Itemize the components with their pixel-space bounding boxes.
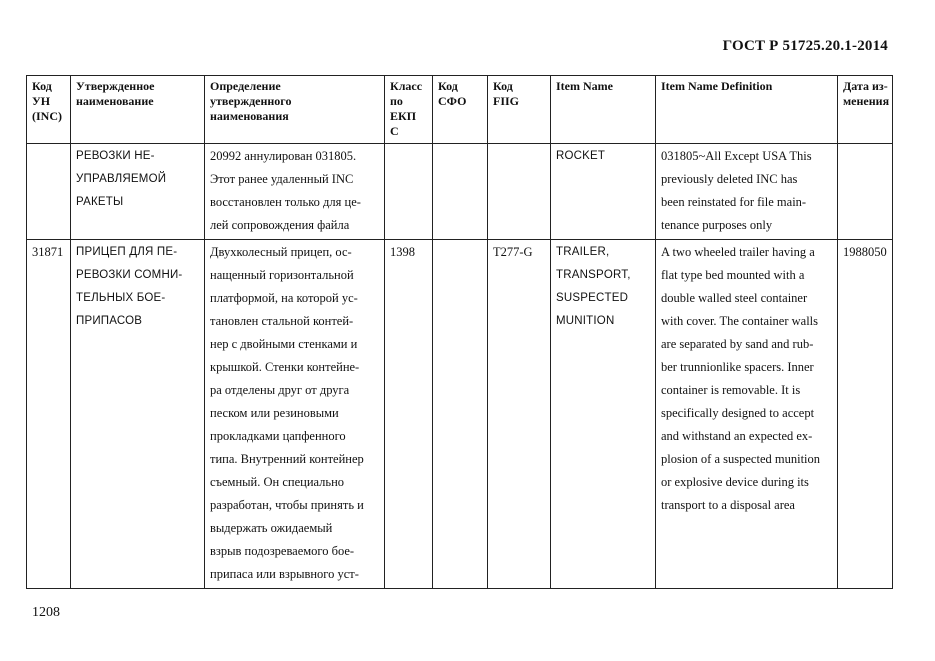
- text-line: ТЕЛЬНЫХ БОЕ-: [76, 292, 166, 304]
- text-line: tenance purposes only: [661, 218, 773, 232]
- text-line: TRANSPORT,: [556, 269, 631, 281]
- text-line: Двухколесный прицеп, ос-: [210, 245, 352, 259]
- cell-item-definition: [656, 144, 838, 240]
- text-line: лей сопровождения файла: [210, 218, 350, 232]
- text-line: are separated by sand and rub-: [661, 337, 814, 351]
- text-line: выдержать ожидаемый: [210, 521, 333, 535]
- text-line: FIIG: [493, 94, 520, 108]
- text-line: Дата из-: [843, 79, 888, 93]
- text-line: ПРИПАСОВ: [76, 315, 143, 327]
- text-line: взрыв подозреваемого бое-: [210, 544, 355, 558]
- cell-item-definition: [656, 240, 838, 589]
- text-line: РЕВОЗКИ СОМНИ-: [76, 269, 183, 281]
- text-line: нащенный горизонтальной: [210, 268, 354, 282]
- header-inc: [27, 76, 71, 144]
- cell-sfo: [433, 144, 488, 240]
- text-line: крышкой. Стенки контейне-: [210, 360, 360, 374]
- header-fiig: [488, 76, 551, 144]
- text-line: нер с двойными стенками и: [210, 337, 358, 351]
- text-line: прокладками цапфенного: [210, 429, 346, 443]
- header-approved-name: [71, 76, 205, 144]
- cell-class: 1398: [385, 240, 433, 589]
- text-line: платформой, на которой ус-: [210, 291, 358, 305]
- cell-item-name: [551, 240, 656, 589]
- header-definition: [205, 76, 385, 144]
- text-line: разработан, чтобы принять и: [210, 498, 364, 512]
- header-item-name: [551, 76, 656, 144]
- text-line: double walled steel container: [661, 291, 808, 305]
- text-line: A two wheeled trailer having a: [661, 245, 815, 259]
- text-line: specifically designed to accept: [661, 406, 815, 420]
- text-line: С: [390, 124, 399, 138]
- text-line: previously deleted INC has: [661, 172, 798, 186]
- table-header-row: [27, 76, 893, 144]
- text-line: ROCKET: [556, 150, 606, 162]
- text-line: Код: [32, 79, 52, 93]
- cell-fiig: [488, 144, 551, 240]
- text-line: container is removable. It is: [661, 383, 801, 397]
- text-line: 031805~All Except USA This: [661, 149, 812, 163]
- text-line: Класс: [390, 79, 423, 93]
- text-line: Определение: [210, 79, 281, 93]
- text-line: TRAILER,: [556, 246, 610, 258]
- header-date: [838, 76, 893, 144]
- cell-date: 1988050: [838, 240, 893, 589]
- text-line: УПРАВЛЯЕМОЙ: [76, 173, 167, 185]
- text-line: Item Name Definition: [661, 79, 773, 93]
- text-line: ра отделены друг от друга: [210, 383, 350, 397]
- cell-approved-name: [71, 240, 205, 589]
- text-line: 20992 аннулирован 031805.: [210, 149, 357, 163]
- table-row: [27, 240, 893, 589]
- text-line: and withstand an expected ex-: [661, 429, 813, 443]
- cell-item-name: [551, 144, 656, 240]
- text-line: flat type bed mounted with a: [661, 268, 805, 282]
- text-line: РЕВОЗКИ НЕ-: [76, 150, 155, 162]
- cell-definition: [205, 144, 385, 240]
- text-line: наименование: [76, 94, 154, 108]
- cell-sfo: [433, 240, 488, 589]
- text-line: been reinstated for file main-: [661, 195, 807, 209]
- text-line: утвержденного: [210, 94, 292, 108]
- cell-inc: [27, 144, 71, 240]
- text-line: (INC): [32, 109, 62, 123]
- text-line: or explosive device during its: [661, 475, 809, 489]
- text-line: РАКЕТЫ: [76, 196, 124, 208]
- text-line: SUSPECTED: [556, 292, 629, 304]
- text-line: Item Name: [556, 79, 613, 93]
- text-line: Код: [438, 79, 458, 93]
- cell-date: [838, 144, 893, 240]
- cell-fiig: T277-G: [488, 240, 551, 589]
- text-line: по: [390, 94, 403, 108]
- text-line: with cover. The container walls: [661, 314, 819, 328]
- header-item-definition: [656, 76, 838, 144]
- text-line: песком или резиновыми: [210, 406, 339, 420]
- text-line: УН: [32, 94, 51, 108]
- header-class: [385, 76, 433, 144]
- text-line: ЕКП: [390, 109, 417, 123]
- cell-approved-name: [71, 144, 205, 240]
- text-line: MUNITION: [556, 315, 615, 327]
- text-line: типа. Внутренний контейнер: [210, 452, 364, 466]
- cell-definition: [205, 240, 385, 589]
- text-line: менения: [843, 94, 890, 108]
- text-line: ПРИЦЕП ДЛЯ ПЕ-: [76, 246, 178, 258]
- text-line: ber trunnionlike spacers. Inner: [661, 360, 814, 374]
- catalog-table: [26, 75, 893, 589]
- page-number: 1208: [32, 605, 60, 620]
- header-sfo: [433, 76, 488, 144]
- text-line: восстановлен только для це-: [210, 195, 361, 209]
- text-line: Код: [493, 79, 513, 93]
- text-line: наименования: [210, 109, 289, 123]
- cell-class: [385, 144, 433, 240]
- document-code: ГОСТ Р 51725.20.1-2014: [722, 38, 888, 54]
- text-line: съемный. Он специально: [210, 475, 345, 489]
- text-line: тановлен стальной контей-: [210, 314, 354, 328]
- table-row: [27, 144, 893, 240]
- text-line: transport to a disposal area: [661, 498, 795, 512]
- text-line: plosion of a suspected munition: [661, 452, 821, 466]
- text-line: Этот ранее удаленный INC: [210, 172, 354, 186]
- text-line: припаса или взрывного уст-: [210, 567, 359, 581]
- text-line: Утвержденное: [76, 79, 155, 93]
- text-line: СФО: [438, 94, 467, 108]
- cell-inc: 31871: [27, 240, 71, 589]
